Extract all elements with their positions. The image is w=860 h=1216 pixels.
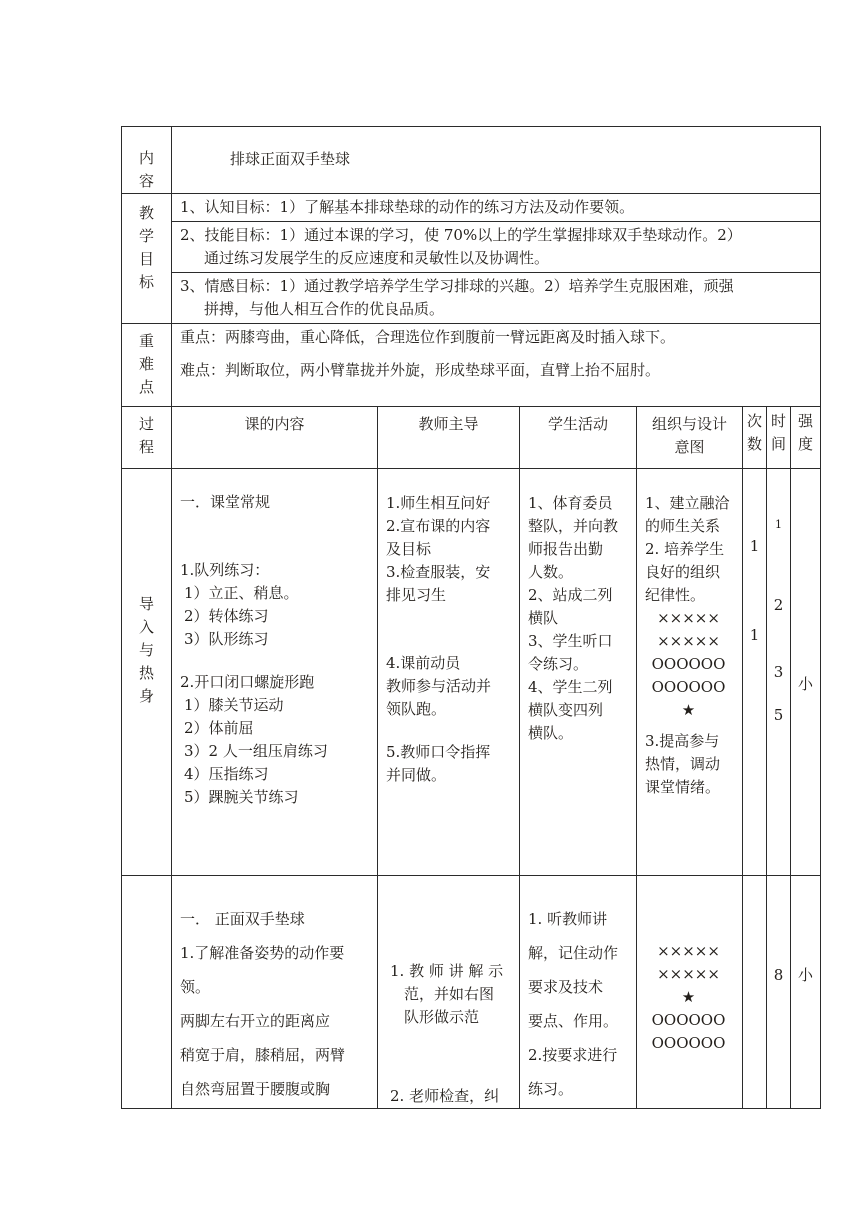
warmup-organization: 1、建立融洽 的师生关系 2. 培养学生 良好的组织 纪律性。 ××××× ××××× OOOOOO OOOOOO ★ 3.提高参与 热情，调动 课堂情绪。 bbox=[637, 469, 743, 876]
lesson-plan-table bbox=[121, 126, 821, 1109]
formation-row-x: ××××× bbox=[657, 632, 720, 650]
lesson-topic: 排球正面双手垫球 bbox=[172, 127, 821, 194]
objective-row-3 bbox=[122, 273, 821, 324]
difficulty-content bbox=[172, 324, 821, 407]
key-point: 重点：两膝弯曲，重心降低，合理选位作到腹前一臂远距离及时插入球下。 bbox=[180, 328, 676, 346]
header-intensity: 强 度 bbox=[791, 407, 821, 469]
formation-row-o: OOOOOO bbox=[651, 678, 726, 696]
difficulty-row bbox=[122, 324, 821, 407]
teacher-star-icon: ★ bbox=[681, 988, 696, 1006]
header-times: 次 数 bbox=[743, 407, 767, 469]
hard-point: 难点：判断取位，两小臂靠拢并外旋，形成垫球平面，直臂上抬不屈肘。 bbox=[180, 361, 661, 379]
technique-process-label bbox=[122, 876, 172, 1109]
warmup-teacher: 1.师生相互问好 2.宣布课的内容 及目标 3.检查服装，安 排见习生 4.课前动员 教师参与活动并 领队跑。 5.教师口令指挥 并同做。 bbox=[378, 469, 520, 876]
warmup-row bbox=[122, 469, 821, 876]
skill-objective: 2、技能目标：1）通过本课的学习，使 70%以上的学生掌握排球双手垫球动作。2） 通过练习发展学生的反应速度和灵敏性以及协调性。 bbox=[172, 222, 821, 273]
drill-title: 1.队列练习： bbox=[180, 561, 270, 579]
content-label: 内 容 bbox=[122, 127, 172, 194]
technique-times bbox=[743, 876, 767, 1109]
affective-objective: 3、情感目标：1）通过教学培养学生学习排球的兴趣。2）培养学生克服困难，顽强 拼搏，与他人相互合作的优良品质。 bbox=[172, 273, 821, 324]
formation-row-x: ××××× bbox=[657, 942, 720, 960]
formation-row-o: OOOOOO bbox=[651, 655, 726, 673]
warmup-intensity: 小 bbox=[791, 469, 821, 876]
formation-row-x: ××××× bbox=[657, 609, 720, 627]
formation-row-o: OOOOOO bbox=[651, 1034, 726, 1052]
technique-student: 1. 听教师讲 解，记住动作 要求及技术 要点、作用。 2.按要求进行 练习。 bbox=[520, 876, 637, 1109]
header-process: 过 程 bbox=[122, 407, 172, 469]
objective-row-2 bbox=[122, 222, 821, 273]
technique-intensity: 小 bbox=[791, 876, 821, 1109]
technique-time: 8 bbox=[767, 876, 791, 1109]
teacher-star-icon: ★ bbox=[681, 701, 696, 719]
header-student: 学生活动 bbox=[520, 407, 637, 469]
technique-teacher: 1. 教 师 讲 解 示 范，并如右图 队形做示范 2. 老师检查，纠 bbox=[378, 876, 520, 1109]
technique-organization bbox=[637, 876, 743, 1109]
formation-row-x: ××××× bbox=[657, 965, 720, 983]
formation-row-o: OOOOOO bbox=[651, 1011, 726, 1029]
header-row bbox=[122, 407, 821, 469]
warmup-student: 1、体育委员 整队，并向教 师报告出勤 人数。 2、站成二列 横队 3、学生听口 令练习。 4、学生二列 横队变四列 横队。 bbox=[520, 469, 637, 876]
warmup-process-label: 导 入 与 热 身 bbox=[122, 469, 172, 876]
technique-row bbox=[122, 876, 821, 1109]
objective-row-1 bbox=[122, 194, 821, 222]
header-time: 时 间 bbox=[767, 407, 791, 469]
content-row bbox=[122, 127, 821, 194]
header-organization: 组织与设计 意图 bbox=[637, 407, 743, 469]
warmup-times: 1 1 bbox=[743, 469, 767, 876]
cognitive-objective: 1、认知目标：1）了解基本排球垫球的动作的练习方法及动作要领。 bbox=[172, 194, 821, 222]
objectives-label: 教 学 目 标 bbox=[122, 194, 172, 324]
header-teacher: 教师主导 bbox=[378, 407, 520, 469]
run-title: 2.开口闭口螺旋形跑 bbox=[180, 673, 315, 691]
header-content: 课的内容 bbox=[172, 407, 378, 469]
warmup-time: 1 2 3 5 bbox=[767, 469, 791, 876]
class-routine-title: 一．课堂常规 bbox=[180, 493, 271, 511]
technique-content: 一． 正面双手垫球 1.了解准备姿势的动作要 领。 两脚左右开立的距离应 稍宽于肩，膝稍屈，两臂 自然弯屈置于腰腹或胸 bbox=[172, 876, 378, 1109]
difficulty-label: 重 难 点 bbox=[122, 324, 172, 407]
warmup-content: 一．课堂常规 1.队列练习： 1）立正、稍息。 2）转体练习 3）队形练习 2.开口闭口螺旋形跑 1）膝关节运动 2）体前屈 3）2 人一组压肩练习 4）压指练习 5）踝腕关节练习 bbox=[172, 469, 378, 876]
